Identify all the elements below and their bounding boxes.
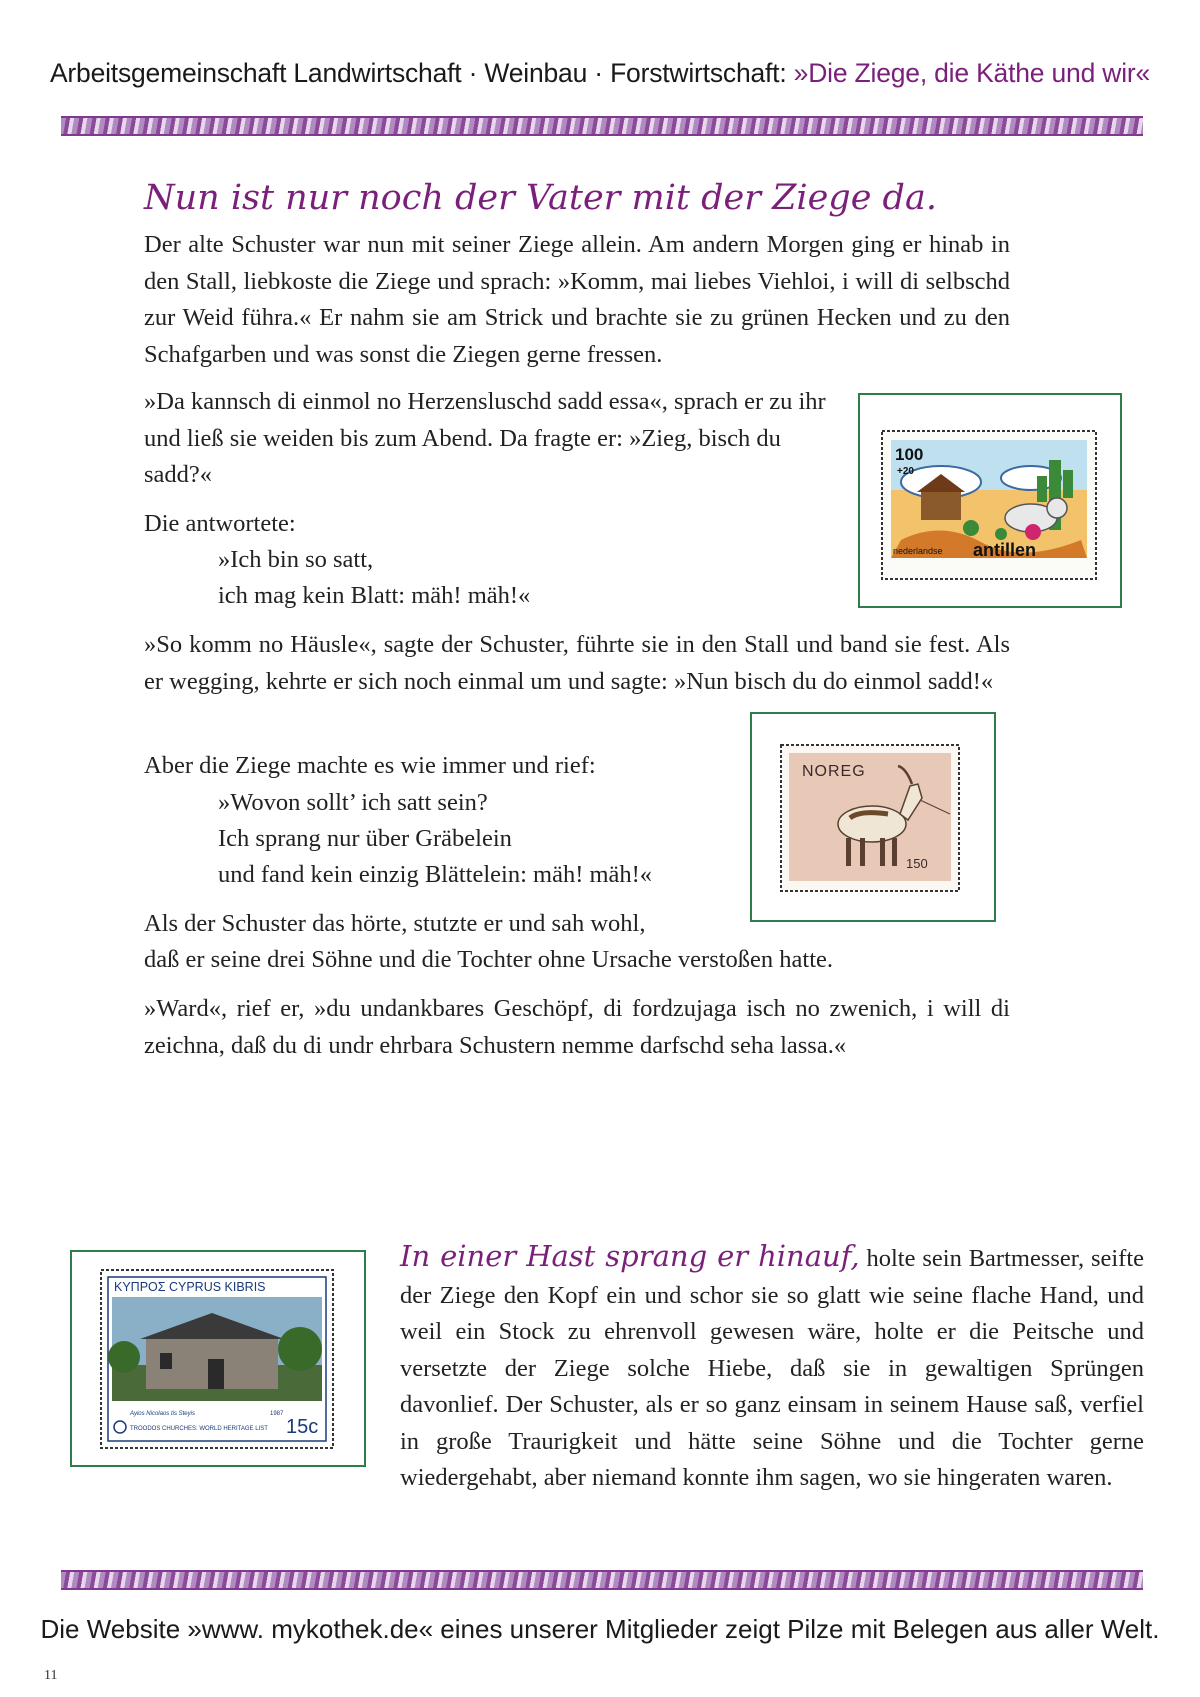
header-series: Arbeitsgemeinschaft Landwirtschaft · Weinbau · Forstwirtschaft: bbox=[49, 58, 794, 88]
stamp-cyprus-caption: Ayios Nicolaos tis Steyis bbox=[130, 1411, 195, 1417]
stamp-cyprus-series: TROODOS CHURCHES: WORLD HERITAGE LIST bbox=[130, 1426, 268, 1432]
verse-1-line-2: ich mag kein Blatt: mäh! mäh!« bbox=[218, 582, 531, 609]
stamp-noreg bbox=[780, 744, 960, 892]
section-heading: Nun ist nur noch der Vater mit der Ziege da. bbox=[144, 178, 937, 218]
paragraph-6-line-2: daß er seine drei Söhne und die Tochter ohne Ursache verstoßen hatte. bbox=[144, 946, 834, 973]
section-2-text: holte sein Bartmesser, seifte der Ziege den Kopf ein und schor sie so glatt wie seine flache Hand, und weil ein Stock zu ehrenvoll gewesen wäre, holte er die Peitsche und versetzte der Ziege solche Hiebe, daß sie in gewaltigen Sprüngen davonlief. Der Schuster, als er so ganz einsam in seinem Hause saß, verfiel in große Traurigkeit und hätte seine Söhne und die Tochter gerne wiedergehabt, aber niemand konnte ihm sagen, wo sie hingeraten waren. bbox=[400, 1245, 1144, 1491]
stamp-frame-cyprus bbox=[70, 1250, 366, 1467]
stamp-cyprus-year: 1987 bbox=[270, 1411, 284, 1417]
page-number: 11 bbox=[44, 1668, 58, 1683]
bottom-ornament-border bbox=[61, 1570, 1143, 1590]
stamp-antillen bbox=[881, 430, 1097, 580]
footer-note: Die Website »www. mykothek.de« eines unserer Mitglieder zeigt Pilze mit Belegen aus aller Welt. bbox=[40, 1614, 1160, 1644]
paragraph-2: »Da kannsch di einmol no Herzensluschd sadd essa«, sprach er zu ihr und ließ sie weiden bis zum Abend. Da fragte er: »Zieg, bisch du sadd?« bbox=[144, 388, 826, 488]
paragraph-4: »So komm no Häusle«, sagte der Schuster, führte sie in den Stall und band sie fest. Als er wegging, kehrte er sich noch einmal um und sagte: »Nun bisch du do einmol sadd!« bbox=[144, 631, 1010, 695]
paragraph-1: Der alte Schuster war nun mit seiner Ziege allein. Am andern Morgen ging er hinab in den Stall, liebkoste die Ziege und sprach: »Komm, mai liebes Viehloi, i will di selbschd zur Weid führa.« Er nahm sie am Strick und brachte sie zu grünen Hecken und zu den Schafgarben und was sonst die Ziegen gerne fressen. bbox=[144, 231, 1010, 368]
stamp-antillen-surcharge: +20 bbox=[897, 466, 914, 477]
stamp-frame-antillen bbox=[858, 393, 1122, 608]
top-ornament-border bbox=[61, 116, 1143, 136]
stamp-noreg-country: NOREG bbox=[802, 763, 866, 780]
header-title: »Die Ziege, die Käthe und wir« bbox=[793, 58, 1151, 88]
running-header bbox=[0, 58, 1200, 89]
section-2-paragraph bbox=[400, 1238, 1144, 1497]
verse-2-line-1: »Wovon sollt’ ich satt sein? bbox=[218, 789, 488, 816]
paragraph-3: Die antwortete: bbox=[144, 510, 296, 537]
stamp-cyprus bbox=[100, 1269, 334, 1449]
stamp-frame-noreg bbox=[750, 712, 996, 922]
verse-1-line-1: »Ich bin so satt, bbox=[218, 546, 374, 573]
paragraph-7: »Ward«, rief er, »du undankbares Geschöpf, di fordzujaga isch no zwenich, i will di zeichna, daß du di undr ehrbara Schustern nemme darfschd seha lassa.« bbox=[144, 995, 1010, 1059]
paragraph-5: Aber die Ziege machte es wie immer und rief: bbox=[144, 752, 596, 779]
stamp-antillen-country-a: nederlandse bbox=[893, 546, 943, 556]
stamp-antillen-value: 100 bbox=[895, 445, 924, 464]
stamp-noreg-value: 150 bbox=[906, 856, 928, 871]
stamp-cyprus-value: 15c bbox=[286, 1416, 319, 1438]
verse-2-line-2: Ich sprang nur über Gräbelein bbox=[218, 825, 512, 852]
stamp-cyprus-title: ΚΥΠΡΟΣ CYPRUS KIBRIS bbox=[114, 1280, 266, 1294]
verse-2-line-3: und fand kein einzig Blättelein: mäh! mäh!« bbox=[218, 861, 653, 888]
paragraph-6-line-1: Als der Schuster das hörte, stutzte er und sah wohl, bbox=[144, 910, 646, 937]
stamp-antillen-country-b: antillen bbox=[973, 540, 1037, 560]
section-2-lead: In einer Hast sprang er hinauf, bbox=[400, 1239, 860, 1273]
